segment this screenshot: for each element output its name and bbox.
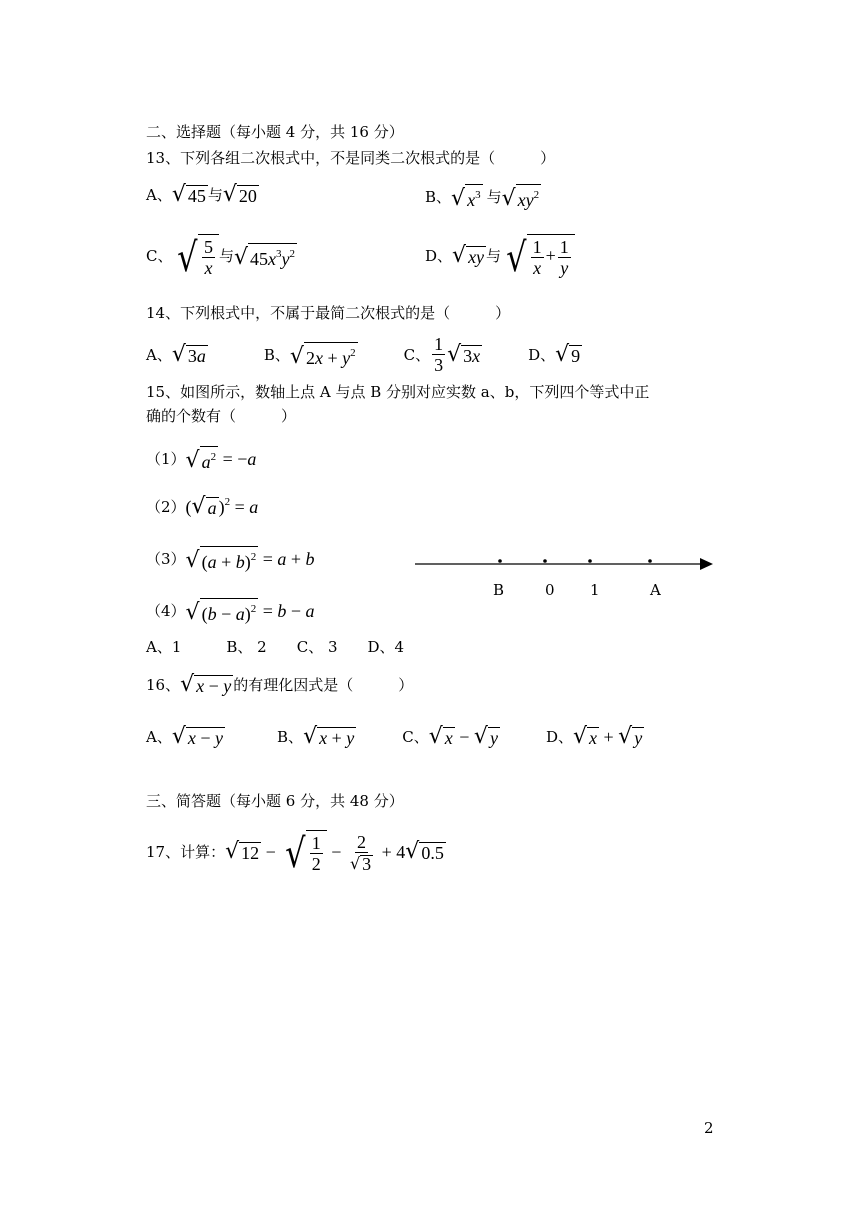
sqrt-expression: √ 12 — [225, 839, 260, 864]
axis-label-one: 1 — [590, 581, 600, 599]
fraction: $\frac{1}{3}$ — [434, 334, 444, 375]
section-2-title: 二、选择题（每小题 4 分，共 16 分） — [146, 123, 404, 141]
sqrt-expression: √ y — [473, 724, 498, 749]
q13-option-d — [425, 234, 575, 281]
question-16-stem — [146, 674, 413, 696]
option-label: A、 — [146, 728, 172, 746]
question-14-stem: 14、下列根式中，不属于最简二次根式的是（ ） — [146, 304, 511, 322]
with-text: 与 — [207, 186, 223, 204]
question-label: 17、计算： — [146, 843, 226, 861]
stem-text: 的有理化因式是（ ） — [233, 676, 414, 694]
sqrt-expression: √ $2x + y^2$ — [289, 343, 356, 369]
with-text: 与 — [486, 247, 502, 265]
option-label: A、 — [146, 345, 172, 364]
sqrt-expression: √ a — [191, 494, 217, 519]
axis-label-b: B — [493, 581, 505, 599]
option-label: B、 — [263, 345, 290, 364]
page-number: 2 — [704, 1119, 714, 1137]
section-3-title: 三、简答题（每小题 6 分，共 48 分） — [146, 792, 404, 810]
sqrt-expression: √ 3a — [171, 341, 206, 367]
sqrt-expression: √ 9 — [555, 341, 581, 367]
option-label: B、 — [425, 188, 452, 206]
point-b — [498, 559, 502, 563]
axis-label-a: A — [650, 581, 661, 599]
option-label: B、 — [277, 728, 304, 746]
sqrt-expression: √ $(b - a)^2$ — [185, 600, 257, 625]
number-line — [410, 550, 720, 610]
sqrt-expression: √ 45 — [171, 182, 206, 207]
q13-option-b — [425, 184, 541, 210]
item-label: （2） — [146, 498, 186, 516]
with-text: 与 — [218, 247, 234, 265]
sqrt-expression: √ y — [618, 724, 643, 749]
question-13-stem: 13、下列各组二次根式中，不是同类二次根式的是（ ） — [146, 149, 556, 167]
option-label: D、 — [425, 247, 453, 265]
q13-option-c — [146, 234, 297, 281]
option-label: C、 — [403, 345, 431, 364]
question-15-stem-line2: 确的个数有（ ） — [146, 407, 297, 425]
option-label: D、 — [528, 345, 556, 364]
sqrt-expression: √ $xy^2$ — [501, 186, 540, 211]
item-label: （3） — [146, 550, 186, 568]
with-text: 与 — [486, 188, 502, 206]
sqrt-expression: √ x − y — [171, 724, 224, 749]
sqrt-fraction: √ $\frac{1}{2}$ — [280, 830, 327, 874]
axis-arrow-icon — [700, 558, 713, 570]
sqrt-expression: √ x − y — [180, 672, 232, 697]
fraction: 2 √ 3 — [349, 831, 372, 874]
axis-label-zero: 0 — [545, 581, 555, 599]
point-zero — [543, 559, 547, 563]
q15-options: A、1 B、 2 C、 3 D、4 — [146, 638, 405, 656]
question-15-stem-line1: 15、如图所示，数轴上点 A 与点 B 分别对应实数 a、b，下列四个等式中正 — [146, 383, 650, 401]
option-label: C、 — [402, 728, 429, 746]
sqrt-fraction: √ $\frac{5}{x}$ — [172, 234, 219, 278]
q15-item-3: （3） √ $(a + b)^2$ = a + b — [146, 548, 315, 573]
sqrt-fraction-sum: √ $\frac{1}{x}$ + $\frac{1}{y}$ — [501, 234, 575, 278]
question-number: 16、 — [146, 676, 181, 694]
option-label: C、 — [146, 247, 173, 265]
sqrt-expression: √ $x^3$ — [451, 186, 481, 211]
sqrt-expression: √ xy — [452, 243, 485, 268]
sqrt-expression: √ $a^2$ — [185, 448, 217, 473]
option-label: A、 — [146, 186, 172, 204]
q14-options — [146, 334, 582, 375]
sqrt-expression: √ x — [572, 724, 598, 749]
q16-options: A、 √ x − y B、 √ x + y C、 √ x − √ y D、 √ x + √ y — [146, 724, 643, 749]
item-label: （1） — [146, 450, 186, 468]
sqrt-expression: √ $(a + b)^2$ — [185, 548, 257, 573]
q15-item-2: （2） ( √ a )$^2$ = a — [146, 494, 259, 519]
sqrt-expression: √ 3x — [447, 341, 481, 367]
option-label: D、 — [545, 728, 573, 746]
point-one — [588, 559, 592, 563]
sqrt-expression: √ 20 — [222, 182, 257, 207]
sqrt-expression: √ $45x^3y^2$ — [234, 245, 296, 270]
q15-item-1: （1） √ $a^2$ = −a — [146, 448, 257, 473]
sqrt-expression: √ x — [428, 724, 453, 749]
sqrt-expression: √ x + y — [303, 724, 355, 749]
sqrt-expression: √ 0.5 — [405, 839, 444, 864]
item-label: （4） — [146, 602, 186, 620]
q15-item-4: （4） √ $(b - a)^2$ = b − a — [146, 600, 315, 625]
point-a — [648, 559, 652, 563]
q13-option-a — [146, 184, 259, 206]
question-17: 17、计算： √ 12 − √ $\frac{1}{2}$ − 2 √ 3 + 4 √ 0.5 — [146, 831, 444, 877]
